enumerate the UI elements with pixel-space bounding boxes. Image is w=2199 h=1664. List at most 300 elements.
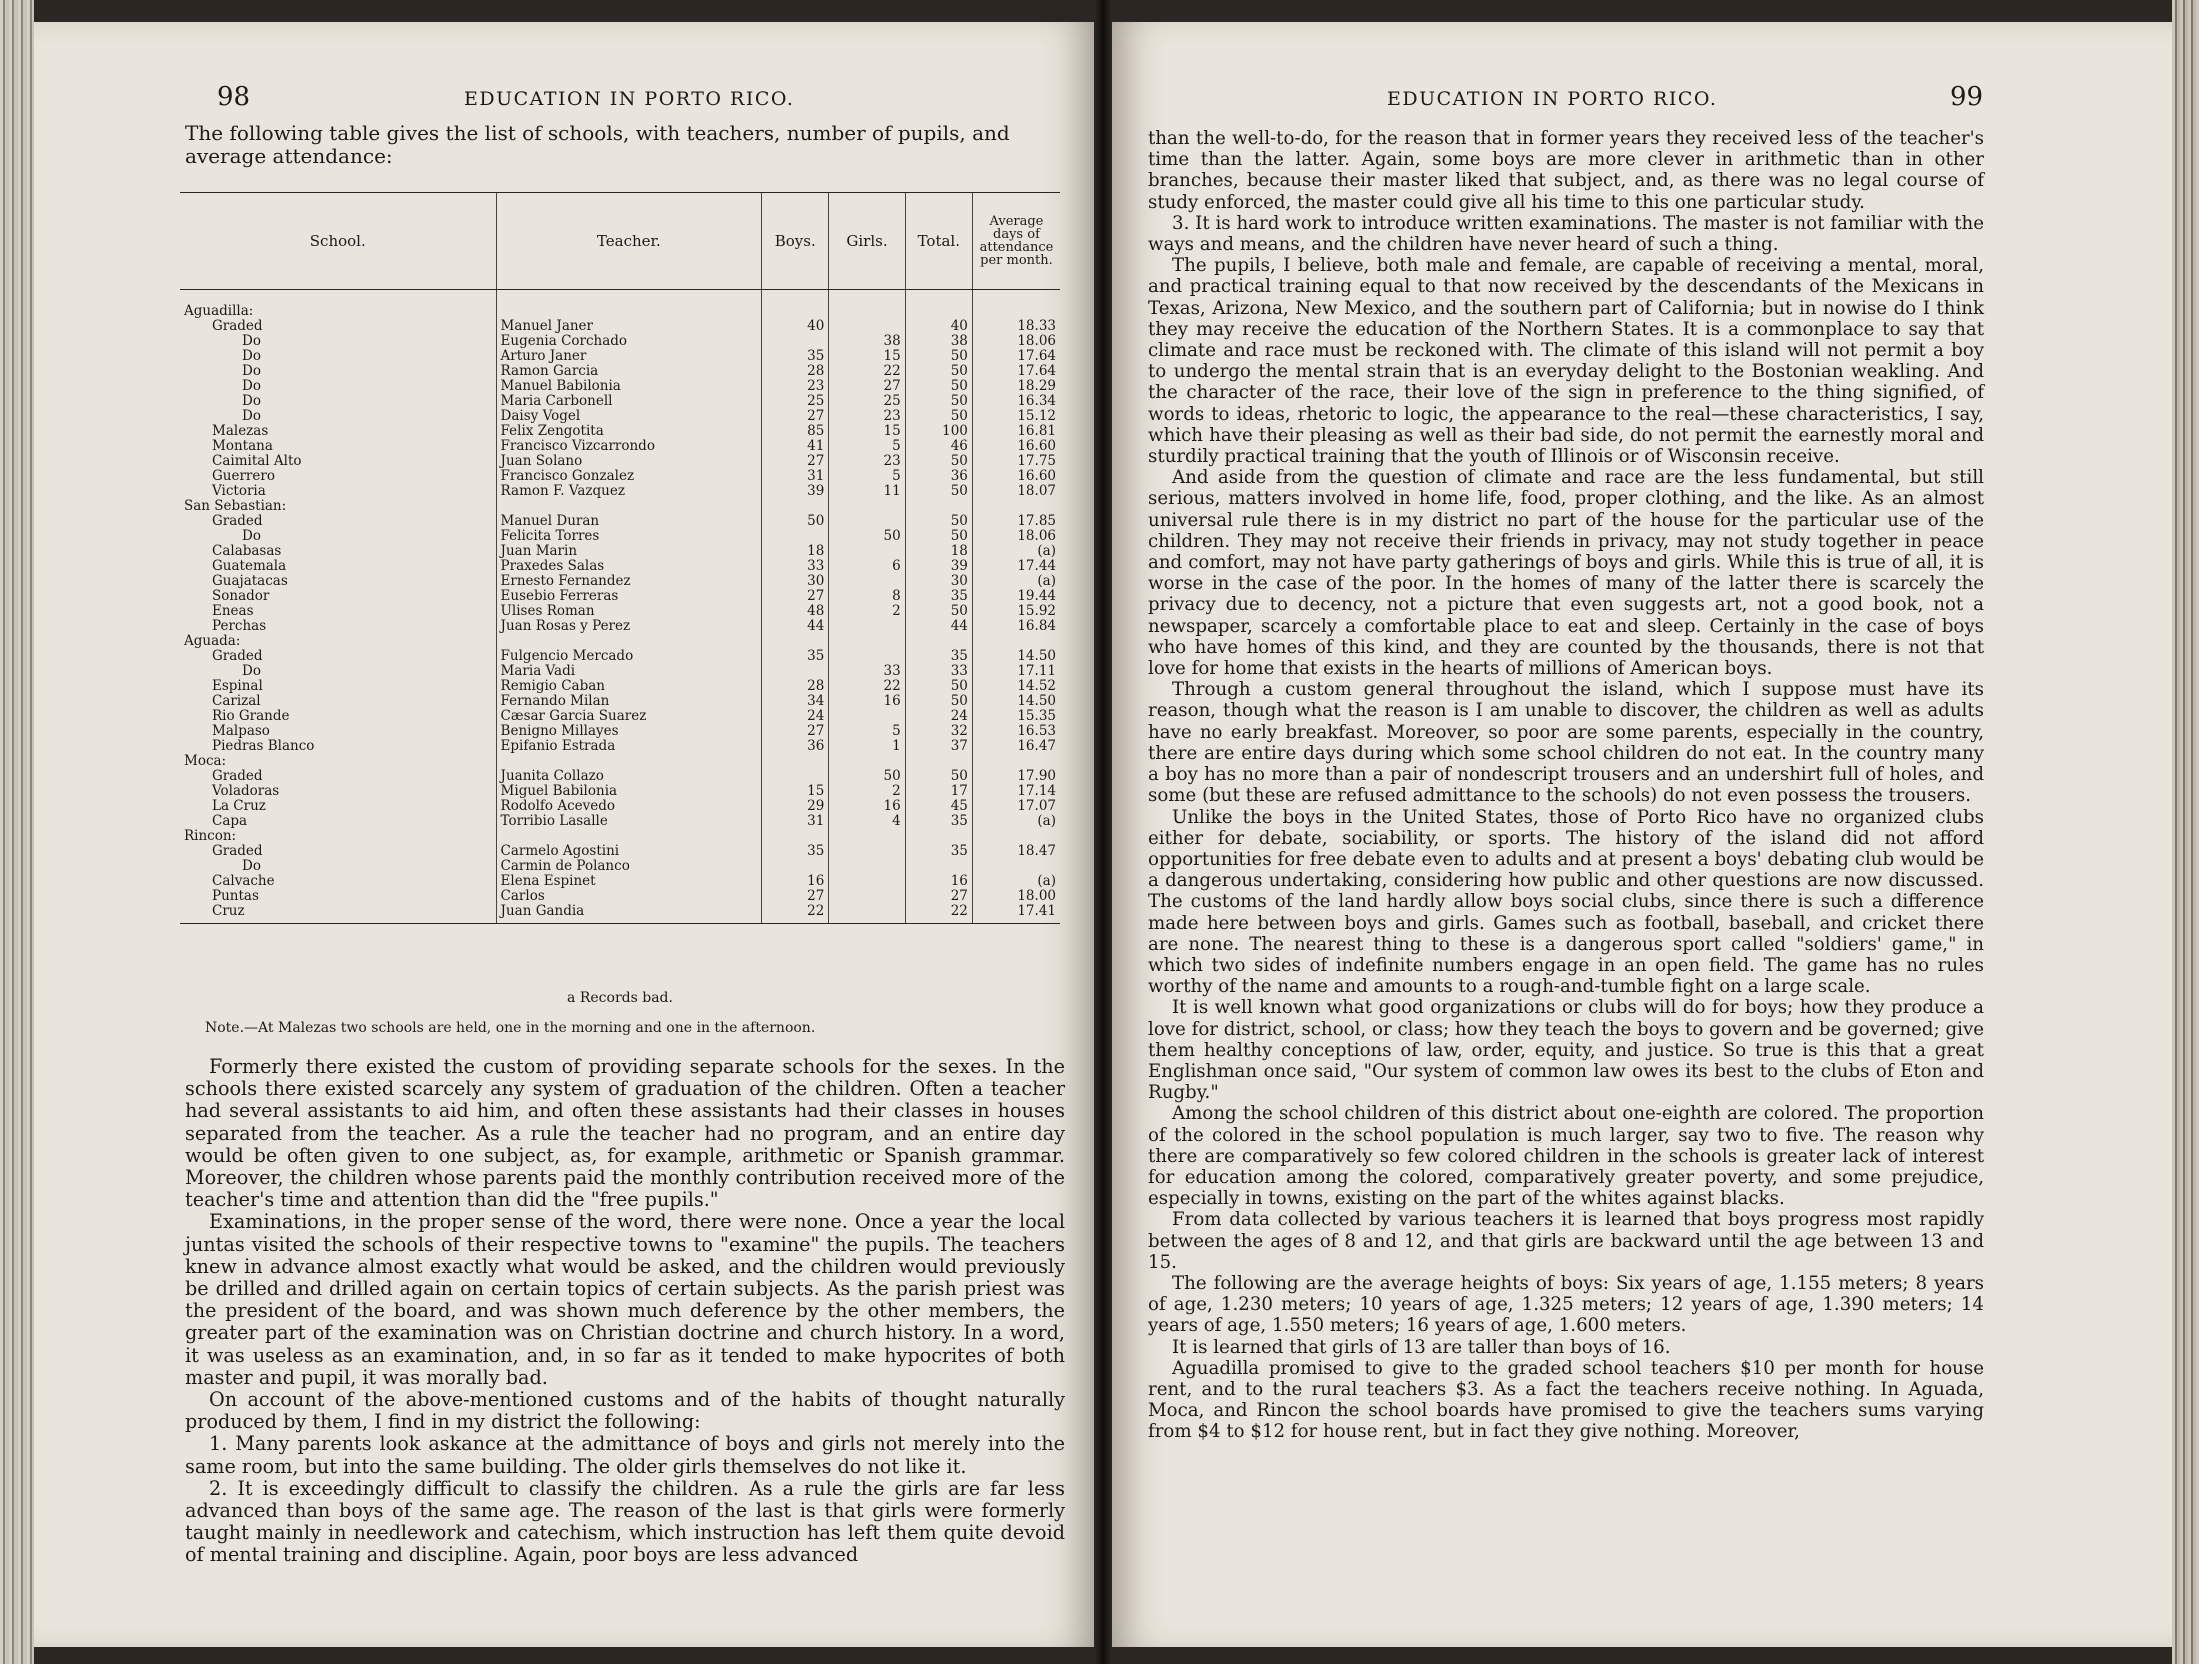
cell-boys: 23 [762, 379, 829, 394]
cell-total: 50 [905, 529, 972, 544]
town-row [180, 754, 1060, 769]
book-gutter [1094, 0, 1112, 1664]
cell-girls: 27 [829, 379, 905, 394]
table-row [180, 514, 1060, 529]
cell-attendance: 18.07 [972, 484, 1060, 499]
cell-girls [829, 859, 905, 874]
cell-school: Graded [212, 649, 263, 664]
cell-school: Do [242, 664, 261, 679]
cell-attendance: 17.90 [972, 769, 1060, 784]
cell-boys: 27 [762, 724, 829, 739]
cell-total: 50 [905, 409, 972, 424]
cell-girls: 1 [829, 739, 905, 754]
paragraph: And aside from the question of climate and race are the less fundamental, but still serious, matters involved in home life, food, proper clothing, and the like. As an almost universal rule there is in my district no part of the house for the particular use of the children. They may not receive their friends in privacy, may not study together in peace and comfort, may not have party gatherings of boys and girls. While this is true of all, it is worse in the case of the poor. In the homes of many of the latter there is scarcely the privacy due to decency, not a picture that even suggests art, not a good book, not a newspaper, scarcely a comfortable place to eat and sleep. Certainly in the case of boys who have homes of this kind, and they are counted by the thousands, there is not that love for home that exists in the hearts of millions of American boys. [1148, 467, 1984, 680]
cell-attendance [972, 499, 1060, 514]
cell-school: Malpaso [212, 724, 270, 739]
table-row [180, 844, 1060, 859]
cell-boys [762, 334, 829, 349]
page-number-left: 98 [217, 82, 251, 112]
cell-girls [829, 889, 905, 904]
cell-attendance [972, 754, 1060, 769]
cell-total: 50 [905, 394, 972, 409]
cell-total: 50 [905, 604, 972, 619]
cell-attendance [972, 634, 1060, 649]
cell-attendance: 17.11 [972, 664, 1060, 679]
cell-attendance: 18.06 [972, 334, 1060, 349]
table-row [180, 709, 1060, 724]
cell-boys [762, 529, 829, 544]
table-row [180, 649, 1060, 664]
cell-girls: 33 [829, 664, 905, 679]
cell-boys: 16 [762, 874, 829, 889]
cell-teacher: Miguel Babilonia [496, 784, 762, 799]
cell-boys [762, 859, 829, 874]
cell-teacher: Carmelo Agostini [496, 844, 762, 859]
cell-boys [762, 829, 829, 844]
cell-total: 40 [905, 319, 972, 334]
cell-total: 18 [905, 544, 972, 559]
cell-total: 46 [905, 439, 972, 454]
cell-boys: 28 [762, 364, 829, 379]
cell-girls [829, 319, 905, 334]
cell-total [905, 829, 972, 844]
cell-school: Capa [212, 814, 248, 829]
cell-school: Caimital Alto [212, 454, 302, 469]
cell-attendance: 18.29 [972, 379, 1060, 394]
cell-total: 35 [905, 649, 972, 664]
table-row [180, 784, 1060, 799]
table-row [180, 439, 1060, 454]
cell-total: 50 [905, 454, 972, 469]
paragraph: The following are the average heights of boys: Six years of age, 1.155 meters; 8 years of age, 1.230 meters; 10 years of age, 1.325 meters; 12 years of age, 1.390 meters; 14 years of age, 1.550 meters; 16 years of age, 1.600 meters. [1148, 1272, 1984, 1337]
cell-attendance: 17.41 [972, 904, 1060, 924]
cell-attendance: (a) [972, 544, 1060, 559]
cell-boys: 35 [762, 349, 829, 364]
table-row [180, 769, 1060, 784]
town-row [180, 829, 1060, 844]
paragraph: It is learned that girls of 13 are taller than boys of 16. [1172, 1336, 1671, 1358]
right-page-edges [2172, 0, 2199, 1664]
cell-boys: 28 [762, 679, 829, 694]
table-row [180, 589, 1060, 604]
cell-teacher: Juan Solano [496, 454, 762, 469]
cell-girls: 23 [829, 409, 905, 424]
table-row [180, 889, 1060, 904]
cell-school: Aguadilla: [184, 303, 254, 319]
town-row [180, 634, 1060, 649]
table-row [180, 874, 1060, 889]
cell-attendance: 18.06 [972, 529, 1060, 544]
cell-boys: 44 [762, 619, 829, 634]
cell-attendance: 14.50 [972, 649, 1060, 664]
cell-school: Rio Grande [212, 709, 290, 724]
cell-total: 50 [905, 484, 972, 499]
paragraph: Examinations, in the proper sense of the word, there were none. Once a year the local juntas visited the schools of their respective towns to "examine" the pupils. The teachers knew in advance almost exactly what would be asked, and the children would previously be drilled and drilled again on certain topics of certain subjects. As the parish priest was the president of the board, and was shown much deference by the other members, the greater part of the examination was on Christian doctrine and church history. In a word, it was useless as an examination, and, in so far as it tended to make hypocrites of both master and pupil, it was morally bad. [185, 1210, 1065, 1389]
table-row [180, 799, 1060, 814]
cell-school: Eneas [212, 604, 254, 619]
cell-boys: 27 [762, 409, 829, 424]
right-page [1112, 22, 2172, 1647]
table-row [180, 664, 1060, 679]
running-head-right: EDUCATION IN PORTO RICO. [1387, 88, 1718, 110]
cell-school: Sonador [212, 589, 270, 604]
cell-total [905, 634, 972, 649]
cell-total: 32 [905, 724, 972, 739]
cell-school: Victoria [212, 484, 266, 499]
cell-teacher: Praxedes Salas [496, 559, 762, 574]
cell-attendance [972, 859, 1060, 874]
schools-table [180, 192, 1060, 924]
paragraph: On account of the above-mentioned customs and of the habits of thought naturally produced by them, I find in my district the following: [185, 1388, 1065, 1434]
table-row [180, 604, 1060, 619]
left-body-text [185, 1056, 1065, 1567]
cell-attendance [972, 290, 1060, 320]
cell-boys: 15 [762, 784, 829, 799]
cell-teacher: Maria Vadi [496, 664, 762, 679]
cell-attendance: 15.35 [972, 709, 1060, 724]
cell-teacher: Manuel Babilonia [496, 379, 762, 394]
paragraph: Among the school children of this district about one-eighth are colored. The proportion of the colored in the school population is much larger, say two to five. The reason why there are comparatively so few colored children in the schools is greater lack of interest for education among the colored, comparatively greater poverty, and some prejudice, especially in towns, existing on the part of the whites against blacks. [1148, 1103, 1984, 1210]
cell-total: 50 [905, 379, 972, 394]
cell-teacher: Francisco Gonzalez [496, 469, 762, 484]
cell-total [905, 859, 972, 874]
cell-teacher: Fernando Milan [496, 694, 762, 709]
cell-girls [829, 709, 905, 724]
paragraph: Unlike the boys in the United States, those of Porto Rico have no organized clubs either for debate, sociability, or sports. The history of the island did not afford opportunities for free debate even to adults and at present a boys' debating club would be a dangerous undertaking, considering how public and other questions are now discussed. The customs of the land hardly allow boys social clubs, since there is such a difference made here between boys and girls. Games such as football, baseball, and cricket there are none. The nearest thing to these is a dangerous sport called "soldiers' game," in which two sides of indefinite numbers engage in an open field. The game has no rules worthy of the name and amounts to a rough-and-tumble fight on a large scale. [1148, 806, 1984, 998]
cell-teacher: Remigio Caban [496, 679, 762, 694]
cell-total: 50 [905, 349, 972, 364]
cell-school: Montana [212, 439, 273, 454]
cell-girls: 16 [829, 694, 905, 709]
cell-girls: 25 [829, 394, 905, 409]
cell-teacher: Maria Carbonell [496, 394, 762, 409]
table-row [180, 454, 1060, 469]
cell-boys: 33 [762, 559, 829, 574]
cell-boys: 50 [762, 514, 829, 529]
cell-teacher: Epifanio Estrada [496, 739, 762, 754]
cell-school: Voladoras [212, 784, 280, 799]
cell-teacher: Rodolfo Acevedo [496, 799, 762, 814]
cell-school: Graded [212, 514, 263, 529]
cell-boys [762, 664, 829, 679]
table-row [180, 319, 1060, 334]
cell-attendance: 14.50 [972, 694, 1060, 709]
col-header-teacher: Teacher. [496, 193, 762, 290]
cell-boys [762, 290, 829, 320]
cell-boys: 85 [762, 424, 829, 439]
cell-girls [829, 844, 905, 859]
cell-school: Do [242, 394, 261, 409]
cell-teacher: Manuel Duran [496, 514, 762, 529]
cell-boys [762, 754, 829, 769]
table-body [180, 290, 1060, 924]
table-row [180, 619, 1060, 634]
cell-teacher: Carmin de Polanco [496, 859, 762, 874]
cell-girls [829, 514, 905, 529]
cell-attendance: 16.60 [972, 439, 1060, 454]
cell-attendance: (a) [972, 574, 1060, 589]
table-row [180, 814, 1060, 829]
cell-attendance: 18.47 [972, 844, 1060, 859]
cell-teacher: Juanita Collazo [496, 769, 762, 784]
cell-teacher: Felix Zengotita [496, 424, 762, 439]
cell-girls [829, 754, 905, 769]
cell-attendance: 17.64 [972, 364, 1060, 379]
cell-total: 44 [905, 619, 972, 634]
town-row [180, 290, 1060, 320]
cell-school: Graded [212, 319, 263, 334]
col-header-attendance: Average days of attendance per month. [972, 193, 1060, 290]
cell-total: 38 [905, 334, 972, 349]
cell-teacher: Ernesto Fernandez [496, 574, 762, 589]
cell-attendance: 17.07 [972, 799, 1060, 814]
cell-attendance: 17.14 [972, 784, 1060, 799]
cell-boys: 48 [762, 604, 829, 619]
cell-total: 33 [905, 664, 972, 679]
paragraph: 3. It is hard work to introduce written examinations. The master is not familiar with the ways and means, and the children have never heard of such a thing. [1148, 212, 1984, 256]
cell-school: Perchas [212, 619, 267, 634]
cell-school: San Sebastian: [184, 499, 287, 514]
left-page-edges [0, 0, 34, 1664]
right-body-text [1148, 128, 1984, 1443]
cell-teacher: Juan Gandia [496, 904, 762, 924]
paragraph: The pupils, I believe, both male and female, are capable of receiving a mental, moral, and practical training equal to that now received by the descendants of the Mexicans in Texas, Arizona, New Mexico, and the southern part of California; but in nowise do I think they may receive the education of the Northern States. It is a commonplace to say that climate and race must be reckoned with. The climate of this island will not permit a boy to undergo the mental strain that is an everyday delight to the Bostonian weakling. And the character of the race, their love of the sign in preference to the thing signified, of words to ideas, rhetoric to logic, the appearance to the real—these characteristics, I say, which have their pleasing as well as their bad side, do not permit the earnestly moral and sturdily practical training that the youth of Illinois or of Wisconsin receive. [1148, 255, 1984, 468]
cell-girls: 4 [829, 814, 905, 829]
cell-school: Do [242, 529, 261, 544]
cell-girls: 50 [829, 529, 905, 544]
table-row [180, 379, 1060, 394]
cell-teacher: Francisco Vizcarrondo [496, 439, 762, 454]
cell-teacher: Benigno Millayes [496, 724, 762, 739]
cell-school: La Cruz [212, 799, 266, 814]
cell-girls: 15 [829, 424, 905, 439]
cell-boys: 35 [762, 844, 829, 859]
paragraph: Formerly there existed the custom of providing separate schools for the sexes. In the schools there existed scarcely any system of graduation of the children. Often a teacher had several assistants to aid him, and often these assistants had their classes in houses separated from the teacher. As a rule the teacher had no program, and an entire day would be often given to one subject, as, for example, arithmetic or Spanish grammar. Moreover, the children whose parents paid the monthly contribution received more of the teacher's time and attention than did the "free pupils." [185, 1055, 1065, 1212]
cell-total: 39 [905, 559, 972, 574]
table-row [180, 394, 1060, 409]
cell-school: Cruz [180, 904, 496, 924]
cell-total: 27 [905, 889, 972, 904]
table-header-row [180, 193, 1060, 290]
cell-school: Do [242, 334, 261, 349]
cell-girls: 22 [829, 679, 905, 694]
cell-attendance: 18.00 [972, 889, 1060, 904]
cell-boys: 31 [762, 469, 829, 484]
cell-total: 50 [905, 514, 972, 529]
cell-girls: 50 [829, 769, 905, 784]
table-row [180, 424, 1060, 439]
cell-teacher: Eugenia Corchado [496, 334, 762, 349]
cell-total: 37 [905, 739, 972, 754]
col-header-total: Total. [905, 193, 972, 290]
cell-teacher: Torribio Lasalle [496, 814, 762, 829]
cell-girls: 5 [829, 469, 905, 484]
table-note: Note.—At Malezas two schools are held, one in the morning and one in the afternoon. [205, 1020, 816, 1036]
cell-school: Do [242, 409, 261, 424]
cell-girls [829, 904, 905, 924]
cell-girls: 8 [829, 589, 905, 604]
cell-teacher: Cæsar Garcia Suarez [496, 709, 762, 724]
cell-teacher [496, 634, 762, 649]
cell-boys: 27 [762, 589, 829, 604]
table-row [180, 904, 1060, 924]
cell-girls: 15 [829, 349, 905, 364]
cell-attendance: (a) [972, 814, 1060, 829]
cell-school: Guerrero [212, 469, 275, 484]
cell-teacher: Felicita Torres [496, 529, 762, 544]
cell-attendance: 16.53 [972, 724, 1060, 739]
cell-boys: 40 [762, 319, 829, 334]
cell-teacher: Ulises Roman [496, 604, 762, 619]
cell-boys: 35 [762, 649, 829, 664]
table-footnote: a Records bad. [567, 990, 673, 1006]
cell-attendance: 17.75 [972, 454, 1060, 469]
cell-girls [829, 544, 905, 559]
cell-attendance: 18.33 [972, 319, 1060, 334]
page-number-right: 99 [1950, 82, 1984, 112]
running-head-left: EDUCATION IN PORTO RICO. [464, 88, 795, 110]
cell-boys: 30 [762, 574, 829, 589]
cell-girls: 38 [829, 334, 905, 349]
cell-boys: 18 [762, 544, 829, 559]
cell-boys: 24 [762, 709, 829, 724]
cell-girls: 22 [829, 364, 905, 379]
cell-total: 35 [905, 814, 972, 829]
cell-boys: 25 [762, 394, 829, 409]
cell-boys: 39 [762, 484, 829, 499]
cell-girls [829, 499, 905, 514]
table-row [180, 679, 1060, 694]
cell-total: 50 [905, 769, 972, 784]
cell-total: 17 [905, 784, 972, 799]
table-row [180, 859, 1060, 874]
table-row [180, 739, 1060, 754]
table-row [180, 409, 1060, 424]
cell-total [905, 499, 972, 514]
cell-girls: 2 [829, 604, 905, 619]
cell-school: Guatemala [212, 559, 287, 574]
cell-school: Carizal [212, 694, 261, 709]
cell-school: Malezas [212, 424, 269, 439]
cell-girls [829, 829, 905, 844]
cell-boys: 34 [762, 694, 829, 709]
table-row [180, 724, 1060, 739]
paragraph: Through a custom general throughout the island, which I suppose must have its reason, though what the reason is I am unable to discover, the children as well as adults have no early breakfast. Moreover, so poor are some parents, especially in the country, there are entire days during which some school children do not eat. In the country many a boy has no more than a pair of nondescript trousers and an undershirt full of holes, and some (but these are refused admittance to the schools) do not even possess the trousers. [1148, 679, 1984, 807]
table-row [180, 469, 1060, 484]
cell-total: 16 [905, 874, 972, 889]
table-row [180, 364, 1060, 379]
cell-teacher: Ramon F. Vazquez [496, 484, 762, 499]
cell-boys: 27 [762, 889, 829, 904]
table-row [180, 484, 1060, 499]
left-page [34, 22, 1094, 1647]
paragraph: Aguadilla promised to give to the graded school teachers $10 per month for house rent, and to the rural teachers $3. As a fact the teachers receive nothing. In Aguada, Moca, and Rincon the school boards have promised to give the teachers sums varying from $4 to $12 for house rent, but in fact they give nothing. Moreover, [1148, 1357, 1984, 1443]
cell-teacher: Eusebio Ferreras [496, 589, 762, 604]
cell-total: 22 [905, 904, 972, 924]
cell-teacher: Daisy Vogel [496, 409, 762, 424]
cell-boys: 36 [762, 739, 829, 754]
cell-school: Moca: [184, 754, 227, 769]
cell-school: Do [242, 859, 261, 874]
table-row [180, 334, 1060, 349]
cell-teacher: Juan Marin [496, 544, 762, 559]
cell-attendance: 14.52 [972, 679, 1060, 694]
col-header-school: School. [180, 193, 496, 290]
cell-girls: 5 [829, 724, 905, 739]
cell-teacher [496, 754, 762, 769]
cell-attendance: 17.44 [972, 559, 1060, 574]
col-header-boys: Boys. [762, 193, 829, 290]
cell-teacher: Fulgencio Mercado [496, 649, 762, 664]
cell-girls [829, 619, 905, 634]
cell-school: Calvache [212, 874, 275, 889]
cell-attendance: 16.81 [972, 424, 1060, 439]
cell-attendance [972, 829, 1060, 844]
cell-girls: 6 [829, 559, 905, 574]
town-row [180, 499, 1060, 514]
cell-total: 35 [905, 589, 972, 604]
cell-school: Graded [212, 844, 263, 859]
cell-attendance: 16.34 [972, 394, 1060, 409]
paragraph: 1. Many parents look askance at the admittance of boys and girls not merely into the same room, but into the same building. The older girls themselves do not like it. [185, 1432, 1065, 1478]
col-header-girls: Girls. [829, 193, 905, 290]
cell-school: Espinal [212, 679, 263, 694]
cell-school: Do [242, 349, 261, 364]
cell-girls [829, 574, 905, 589]
cell-attendance: 16.84 [972, 619, 1060, 634]
paragraph: It is well known what good organizations or clubs will do for boys; how they produce a love for district, school, or class; how they teach the boys to govern and be governed; give them healthy conceptions of law, order, equity, and justice. So true is this that a great Englishman once said, "Our system of common law owes its best to the clubs of Eton and Rugby." [1148, 997, 1984, 1104]
cell-teacher [496, 290, 762, 320]
cell-teacher [496, 499, 762, 514]
cell-girls: 23 [829, 454, 905, 469]
cell-total: 36 [905, 469, 972, 484]
table-intro: The following table gives the list of schools, with teachers, number of pupils, and average attendance: [185, 121, 1010, 168]
cell-attendance: 15.12 [972, 409, 1060, 424]
cell-boys: 41 [762, 439, 829, 454]
cell-girls [829, 649, 905, 664]
cell-attendance: 17.85 [972, 514, 1060, 529]
table-row [180, 349, 1060, 364]
cell-total: 50 [905, 364, 972, 379]
cell-girls [829, 634, 905, 649]
cell-attendance: 16.60 [972, 469, 1060, 484]
paragraph: From data collected by various teachers it is learned that boys progress most rapidly between the ages of 8 and 12, and that girls are backward until the age between 13 and 15. [1148, 1209, 1984, 1273]
cell-total: 100 [905, 424, 972, 439]
cell-total: 50 [905, 694, 972, 709]
cell-school: Do [242, 364, 261, 379]
cell-school: Puntas [212, 889, 259, 904]
cell-teacher [496, 829, 762, 844]
cell-teacher: Elena Espinet [496, 874, 762, 889]
cell-girls [829, 290, 905, 320]
table-row [180, 559, 1060, 574]
cell-girls: 2 [829, 784, 905, 799]
cell-girls: 5 [829, 439, 905, 454]
cell-attendance: 16.47 [972, 739, 1060, 754]
cell-boys [762, 634, 829, 649]
cell-boys: 27 [762, 454, 829, 469]
cell-total: 24 [905, 709, 972, 724]
cell-girls: 11 [829, 484, 905, 499]
cell-school: Graded [212, 769, 263, 784]
table-row [180, 694, 1060, 709]
cell-teacher: Manuel Janer [496, 319, 762, 334]
table-row [180, 529, 1060, 544]
cell-teacher: Carlos [496, 889, 762, 904]
cell-total: 35 [905, 844, 972, 859]
cell-attendance: (a) [972, 874, 1060, 889]
table-row [180, 544, 1060, 559]
